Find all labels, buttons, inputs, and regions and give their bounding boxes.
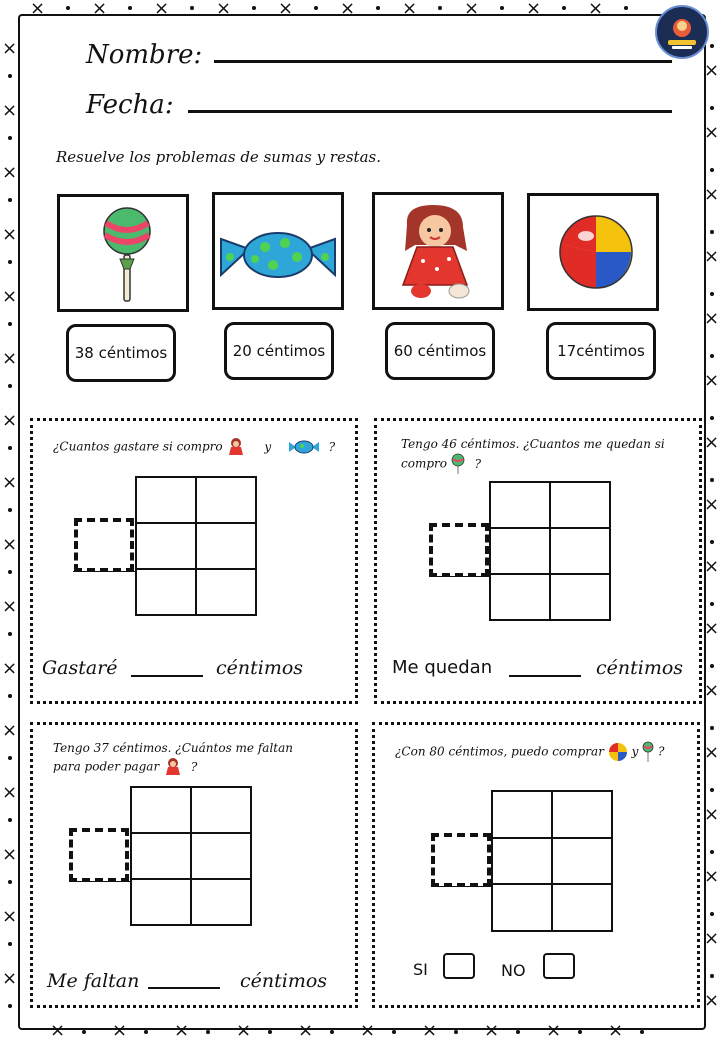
border-dot [190,6,194,10]
answer-grid-2[interactable] [489,481,611,621]
border-x-mark: × [402,0,418,19]
operation-line-3 [69,881,131,882]
answer-prefix-1: Gastaré [42,657,118,679]
border-dot [710,354,714,358]
operator-box-1[interactable] [74,518,134,572]
problem-2-end: ? [474,456,482,471]
border-x-mark: × [546,1020,562,1041]
border-dot [8,818,12,822]
border-dot [8,632,12,636]
border-dot [640,1030,644,1034]
no-checkbox[interactable] [543,953,575,979]
operator-box-3[interactable] [69,828,129,882]
border-x-mark: × [2,472,18,493]
border-dot [562,6,566,10]
border-x-mark: × [236,1020,252,1041]
border-x-mark: × [2,410,18,431]
border-x-mark: × [2,720,18,741]
ball-icon [608,742,628,762]
border-dot [8,322,12,326]
border-x-mark: × [50,1020,66,1041]
problem-1-question [53,437,335,457]
date-label: Fecha: [86,90,174,120]
border-dot [268,1030,272,1034]
border-dot [8,198,12,202]
border-dot [8,384,12,388]
price-doll: 60 céntimos [385,322,495,380]
border-dot [8,570,12,574]
border-x-mark: × [2,224,18,245]
lollipop-card [57,194,189,312]
border-dot [8,694,12,698]
border-dot [330,1030,334,1034]
border-dot [8,942,12,946]
ball-icon [530,196,656,308]
border-dot [8,260,12,264]
border-x-mark: × [340,0,356,19]
border-dot [710,106,714,110]
operator-box-2[interactable] [429,523,489,577]
border-dot [710,292,714,296]
border-dot [710,478,714,482]
border-dot [8,446,12,450]
problem-3-end: ? [190,759,198,774]
doll-icon [375,195,501,307]
answer-suffix-1: céntimos [216,657,304,679]
border-dot [8,508,12,512]
problem-1-connector: y [264,439,272,454]
problem-2-line1: Tengo 46 céntimos. ¿Cuantos me quedan si [401,437,665,451]
border-dot [710,540,714,544]
border-x-mark: × [704,866,720,887]
border-x-mark: × [360,1020,376,1041]
border-x-mark: × [2,100,18,121]
border-dot [392,1030,396,1034]
border-dot [454,1030,458,1034]
border-x-mark: × [704,618,720,639]
border-x-mark: × [526,0,542,19]
lollipop-icon [451,453,465,475]
price-lollipop: 38 céntimos [66,324,176,382]
border-x-mark: × [92,0,108,19]
border-dot [624,6,628,10]
border-dot [128,6,132,10]
border-dot [8,74,12,78]
border-x-mark: × [154,0,170,19]
border-x-mark: × [30,0,46,19]
border-x-mark: × [112,1020,128,1041]
border-x-mark: × [174,1020,190,1041]
answer-prefix-3: Me faltan [47,970,140,992]
border-x-mark: × [2,968,18,989]
answer-grid-3[interactable] [130,786,252,926]
no-label: NO [501,961,526,980]
border-x-mark: × [704,556,720,577]
border-x-mark: × [704,308,720,329]
answer-suffix-2: céntimos [596,657,684,679]
border-dot [206,1030,210,1034]
candy-icon [289,440,319,454]
border-dot [252,6,256,10]
border-x-mark: × [278,0,294,19]
border-dot [578,1030,582,1034]
border-x-mark: × [2,596,18,617]
border-dot [500,6,504,10]
lollipop-icon [642,741,654,763]
answer-grid-1[interactable] [135,476,257,616]
border-x-mark: × [704,246,720,267]
answer-grid-4[interactable] [491,790,613,932]
border-x-mark: × [588,0,604,19]
name-label: Nombre: [86,40,203,70]
border-x-mark: × [422,1020,438,1041]
border-x-mark: × [2,286,18,307]
border-dot [82,1030,86,1034]
candy-icon [215,195,341,307]
border-x-mark: × [298,1020,314,1041]
border-x-mark: × [704,494,720,515]
border-dot [710,788,714,792]
border-dot [516,1030,520,1034]
answer-prefix-2: Me quedan [392,657,493,678]
border-dot [710,416,714,420]
border-dot [710,602,714,606]
border-dot [710,850,714,854]
border-dot [8,1004,12,1008]
border-x-mark: × [2,782,18,803]
problem-4-end: ? [658,744,665,759]
border-dot [710,912,714,916]
border-x-mark: × [704,928,720,949]
border-dot [710,726,714,730]
problem-panel-1 [30,418,358,704]
border-dot [710,230,714,234]
border-dot [710,664,714,668]
border-x-mark: × [2,162,18,183]
yes-label: SI [413,960,428,979]
answer-blank-2[interactable] [509,675,581,677]
doll-icon [226,437,246,457]
problem-3-question [53,739,293,777]
border-dot [314,6,318,10]
problem-3-line1: Tengo 37 céntimos. ¿Cuántos me faltan [53,741,293,755]
border-x-mark: × [704,370,720,391]
problem-panel-3 [30,722,358,1008]
border-x-mark: × [2,534,18,555]
border-dot [8,136,12,140]
candy-card [212,192,344,310]
border-x-mark: × [2,906,18,927]
border-x-mark: × [704,990,720,1011]
border-x-mark: × [464,0,480,19]
problem-panel-2 [374,418,702,704]
border-x-mark: × [484,1020,500,1041]
border-x-mark: × [704,122,720,143]
problem-1-end: ? [328,439,336,454]
ball-card [527,193,659,311]
border-dot [710,168,714,172]
border-x-mark: × [2,844,18,865]
border-x-mark: × [704,184,720,205]
lollipop-icon [60,197,186,309]
answer-blank-3[interactable] [148,987,220,989]
problem-4-connector: y [631,744,639,759]
doll-card [372,192,504,310]
logo-badge-icon [654,4,710,60]
border-dot [8,756,12,760]
problem-1-text: ¿Cuantos gastare si compro [53,439,223,454]
border-x-mark: × [2,348,18,369]
border-dot [376,6,380,10]
border-dot [710,974,714,978]
border-x-mark: × [704,60,720,81]
border-x-mark: × [704,804,720,825]
border-x-mark: × [704,432,720,453]
answer-label-1 [42,657,118,679]
instructions: Resuelve los problemas de sumas y restas. [56,148,381,166]
operator-box-4[interactable] [431,833,491,887]
operation-line-2 [429,576,489,577]
problem-3-line2: para poder pagar [53,759,160,774]
answer-blank-1[interactable] [131,675,203,677]
answer-suffix-3: céntimos [240,970,328,992]
price-ball: 17céntimos [546,322,656,380]
border-x-mark: × [2,38,18,59]
border-dot [144,1030,148,1034]
price-candy: 20 céntimos [224,322,334,380]
border-x-mark: × [216,0,232,19]
border-dot [66,6,70,10]
border-x-mark: × [704,680,720,701]
problem-2-line2: compro [401,456,447,471]
date-field[interactable] [188,110,672,113]
border-dot [710,44,714,48]
yes-checkbox[interactable] [443,953,475,979]
border-dot [8,880,12,884]
doll-icon [163,757,183,777]
problem-2-question [401,435,665,475]
problem-4-question [395,741,664,763]
problem-panel-4 [372,722,700,1008]
border-x-mark: × [2,658,18,679]
operation-line-1 [73,571,135,572]
operation-line-4 [431,886,491,887]
border-x-mark: × [704,742,720,763]
problem-4-text: ¿Con 80 céntimos, puedo comprar [395,744,604,759]
name-field[interactable] [214,60,672,63]
border-x-mark: × [608,1020,624,1041]
border-dot [438,6,442,10]
